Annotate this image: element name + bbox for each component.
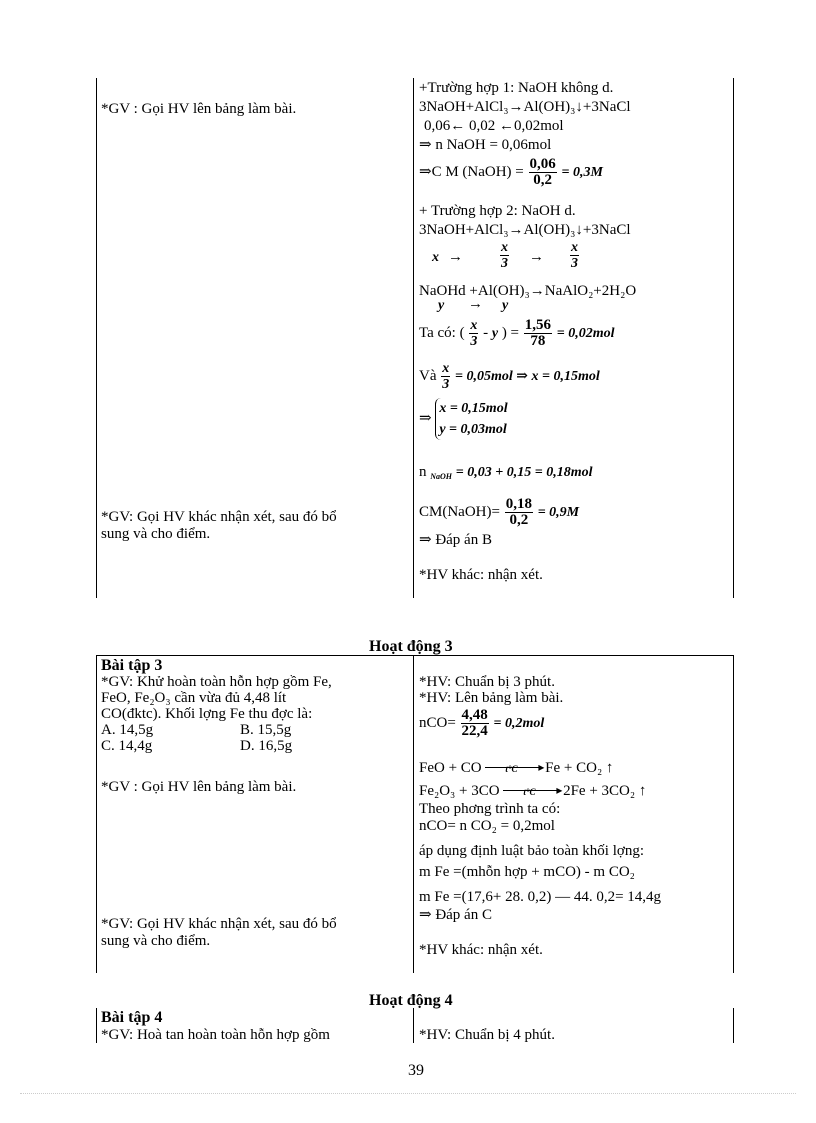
a3-mfe-formula: m Fe =(mhỗn hợp + mCO) - m CO₂ [419, 864, 635, 880]
cm-naoh [419, 497, 579, 528]
r2-left: Fe₂O₃ + 3CO [419, 783, 500, 799]
table1-left-border [96, 78, 97, 598]
nco-fraction [461, 708, 489, 739]
system-equation [419, 398, 508, 440]
a3-mfe-calc: m Fe =(17,6+ 28. 0,2) — 44. 0,2= 14,4g [419, 889, 662, 905]
nco-den: 22,4 [461, 723, 488, 739]
ratio-frac-1-den: 3 [501, 256, 508, 271]
r1-cond: t°C [505, 764, 518, 774]
ratio-frac-1-num: x [501, 240, 508, 255]
n-naoh-1: ⇒ n NaOH = 0,06mol [419, 137, 552, 153]
activity3-title: Hoạt động 3 [369, 638, 453, 655]
implies-arrow: ⇒ [419, 410, 432, 427]
ratio-frac-2-num: x [571, 240, 578, 255]
a3-gv-call: *GV : Gọi HV lên bảng làm bài. [101, 779, 297, 795]
answer-c: ⇒ Đáp án C [419, 907, 492, 923]
exercise3-q3: CO(đktc). Khối lợng Fe thu đợc là: [101, 706, 313, 722]
r2-arrow: t°C ▸ [503, 794, 559, 795]
nco-res: = 0,2mol [493, 716, 545, 731]
c-num-1: 0,06 [529, 156, 556, 172]
r1-arrow: t°C ▸ [485, 771, 541, 772]
a3-nco-eq: nCO= n CO₂ = 0,2mol [419, 818, 555, 834]
va-x3-num: x [442, 361, 450, 376]
exercise3-q2: FeO, Fe₂O₃ cần vừa đủ 4,48 lít [101, 690, 287, 706]
c-res-1: = 0,3M [561, 165, 603, 180]
option-d: D. 16,5g [240, 738, 293, 754]
t3-middle-border [413, 1008, 414, 1043]
t3-right-border [733, 1008, 734, 1043]
case2-title: + Trường hợp 2: NaOH d. [419, 203, 576, 219]
a3-hv-board: *HV: Lên bảng làm bài. [419, 690, 564, 706]
reaction-2: 3NaOH+AlCl₃→Al(OH)₃↓+3NaCl [419, 222, 631, 238]
taco-res: = 0,02mol [556, 326, 615, 341]
activity4-title: Hoạt động 4 [369, 992, 453, 1009]
ratio-y-1: y [438, 298, 445, 313]
ratio-arrow-1: → [448, 249, 463, 265]
a3-hv-prep: *HV: Chuẩn bị 3 phút. [419, 674, 555, 690]
a3-theo: Theo phơng trình ta có: [419, 801, 561, 817]
exercise4-title: Bài tập 4 [101, 1009, 163, 1026]
r1-left: FeO + CO [419, 760, 482, 776]
t1-gv-call: *GV : Gọi HV lên bảng làm bài. [101, 101, 297, 117]
t1-hv-comment: *HV khác: nhận xét. [419, 567, 543, 583]
option-b: B. 15,5g [240, 722, 292, 738]
nco-label: nCO= [419, 715, 456, 731]
va-x3-den: 3 [442, 377, 450, 392]
system-brace [435, 398, 507, 440]
ratio-frac-2 [570, 240, 579, 271]
exercise4-q1: *GV: Hoà tan hoàn toàn hỗn hợp gồm [101, 1027, 330, 1043]
a3-law: áp dụng định luật bảo toàn khối lợng: [419, 843, 644, 859]
ratio-x: x [432, 250, 439, 265]
r1-right: Fe + CO₂ ↑ [545, 760, 614, 776]
table1-right-border [733, 78, 734, 598]
cm-res: = 0,9M [537, 505, 580, 520]
t2-right-border [733, 655, 734, 973]
c-naoh-1 [419, 157, 603, 188]
nco-num: 4,48 [461, 707, 488, 723]
taco-minus: - [483, 325, 489, 341]
page-number: 39 [408, 1062, 424, 1079]
exercise3-q1: *GV: Khử hoàn toàn hỗn hợp gồm Fe, [101, 674, 332, 690]
ratio-arrow-3: → [468, 296, 483, 312]
ratio-frac-1 [500, 240, 509, 271]
taco-x3 [469, 318, 478, 349]
taco-x3-den: 3 [470, 334, 478, 349]
taco-y: y [491, 326, 499, 341]
page-bottom-rule [20, 1093, 796, 1094]
cm-label: CM(NaOH)= [419, 504, 500, 520]
c-den-1: 0,2 [529, 172, 557, 188]
t1-gv-review-2: sung và cho điểm. [101, 526, 211, 542]
sys-y: y = 0,03mol [439, 422, 507, 437]
moles-1: 0,06← 0,02 ←0,02mol [424, 118, 564, 134]
taco-paren: ) = [501, 325, 520, 341]
exercise3-title: Bài tập 3 [101, 657, 163, 674]
cm-den: 0,2 [505, 512, 533, 528]
reaction-3: NaOHd +Al(OH)₃→NaAlO₂+2H₂O [419, 283, 637, 299]
activity3-top-rule [96, 655, 733, 656]
t2-middle-border [413, 655, 414, 973]
taco-den: 78 [524, 333, 552, 349]
option-a: A. 14,5g [101, 722, 154, 738]
taco-equation [419, 318, 615, 349]
a4-hv-prep: *HV: Chuẩn bị 4 phút. [419, 1027, 555, 1043]
table1-middle-border [413, 78, 414, 598]
reaction-fe2o3 [419, 783, 646, 800]
cm-fraction [505, 497, 533, 528]
nco-equation [419, 708, 544, 739]
answer-b: ⇒ Đáp án B [419, 532, 492, 548]
va-equation [419, 361, 600, 392]
a3-gv-review-2: sung và cho điểm. [101, 933, 211, 949]
a3-hv-comment: *HV khác: nhận xét. [419, 942, 543, 958]
n-naoh-2-label: n $_{NaOH}$ [419, 464, 453, 481]
c-fraction-1 [529, 157, 557, 188]
c-label-1: ⇒C M (NaOH) = [419, 164, 524, 180]
taco-fraction [524, 318, 552, 349]
taco-x3-num: x [470, 318, 478, 333]
cm-num: 0,18 [505, 496, 532, 512]
reaction-1: 3NaOH+AlCl₃→Al(OH)₃↓+3NaCl [419, 99, 631, 115]
a3-gv-review-1: *GV: Gọi HV khác nhận xét, sau đó bổ [101, 916, 337, 932]
option-c: C. 14,4g [101, 738, 153, 754]
ratio-y-2: y [502, 298, 509, 313]
r2-right: 2Fe + 3CO₂ ↑ [563, 783, 647, 799]
taco-num: 1,56 [524, 317, 552, 333]
va-res: = 0,05mol ⇒ x = 0,15mol [455, 369, 600, 384]
sys-x: x = 0,15mol [439, 401, 508, 416]
t1-gv-review-1: *GV: Gọi HV khác nhận xét, sau đó bổ [101, 509, 337, 525]
taco-label: Ta có: ( [419, 325, 465, 341]
n-naoh-2-val: = 0,03 + 0,15 = 0,18mol [455, 465, 593, 480]
ratio-arrow-2: → [529, 249, 544, 265]
ratio-frac-2-den: 3 [571, 256, 578, 271]
reaction-feo [419, 760, 613, 777]
t2-left-border [96, 655, 97, 973]
t3-left-border [96, 1008, 97, 1043]
r2-cond: t°C [523, 787, 536, 797]
case1-title: +Trường hợp 1: NaOH không d. [419, 80, 614, 96]
va-label: Và [419, 368, 437, 384]
n-naoh-2 [419, 464, 593, 485]
va-x3 [441, 361, 450, 392]
